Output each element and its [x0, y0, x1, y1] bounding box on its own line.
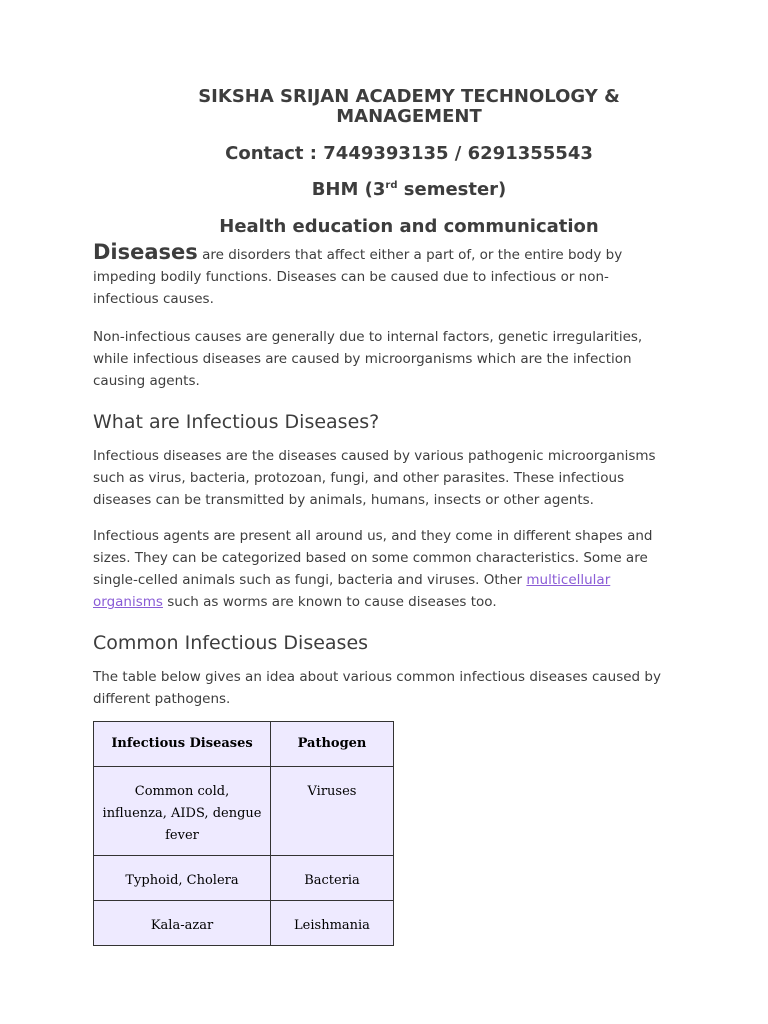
course-prefix: BHM (3 — [311, 179, 386, 200]
intro-text: are disorders that affect either a part of, or the entire body by impeding bodily functions. Diseases can be caused due to infectious or non-infectious causes. — [93, 247, 623, 307]
subject-heading: Health education and communication — [219, 216, 599, 237]
course-line — [195, 180, 623, 200]
table-cell-text: Viruses — [307, 784, 357, 799]
section-heading-infectious: What are Infectious Diseases? — [93, 411, 380, 433]
course-superscript: rd — [385, 180, 398, 191]
document-title: SIKSHA SRIJAN ACADEMY TECHNOLOGY & MANAGEMENT — [198, 86, 620, 127]
table-cell-pathogen — [271, 767, 394, 856]
table-cell-text: Bacteria — [304, 873, 360, 888]
table-header-pathogen: Pathogen — [271, 722, 394, 767]
infectious-paragraph-2 — [93, 525, 668, 613]
table-cell-pathogen — [271, 856, 394, 901]
table-cell-text: Kala-azar — [150, 918, 214, 933]
table-row — [94, 901, 394, 946]
table-header-diseases: Infectious Diseases — [94, 722, 271, 767]
contact-line: Contact : 7449393135 / 6291355543 — [225, 143, 593, 164]
table-cell-text: Common cold, influenza, AIDS, dengue fever — [102, 784, 262, 843]
intro-paragraph-2: Non-infectious causes are generally due to internal factors, genetic irregularities, while infectious diseases are caused by microorganisms which are the infection causing agents. — [93, 329, 643, 389]
table-cell-text: Leishmania — [294, 918, 370, 933]
table-header-row — [94, 722, 394, 767]
table-cell-disease — [94, 767, 271, 856]
table-cell-disease — [94, 856, 271, 901]
pathogen-table — [93, 721, 394, 946]
infectious-paragraph-2-text: Infectious agents are present all around us, and they come in different shapes and sizes. They can be categorized based on some common characteristics. Some are single-celled animals such as fungi, bacteria and viruses. Other — [93, 528, 653, 588]
table-cell-pathogen — [271, 901, 394, 946]
intro-paragraph — [93, 241, 668, 310]
table-row — [94, 767, 394, 856]
infectious-paragraph-1: Infectious diseases are the diseases caused by various pathogenic microorganisms such as virus, bacteria, protozoan, fungi, and other parasites. These infectious diseases can be transmitted by animals, humans, insects or other agents. — [93, 448, 656, 508]
table-cell-disease — [94, 901, 271, 946]
course-suffix: semester) — [397, 179, 507, 200]
table-cell-text: Typhoid, Cholera — [125, 873, 239, 888]
intro-big-word: Diseases — [93, 240, 198, 264]
infectious-paragraph-2-after: such as worms are known to cause diseases too. — [162, 594, 497, 610]
section-heading-common: Common Infectious Diseases — [93, 632, 369, 654]
table-row — [94, 856, 394, 901]
table-intro-paragraph: The table below gives an idea about various common infectious diseases caused by different pathogens. — [93, 669, 661, 707]
multicellular-organisms-link[interactable]: multicellular organisms — [93, 572, 611, 610]
